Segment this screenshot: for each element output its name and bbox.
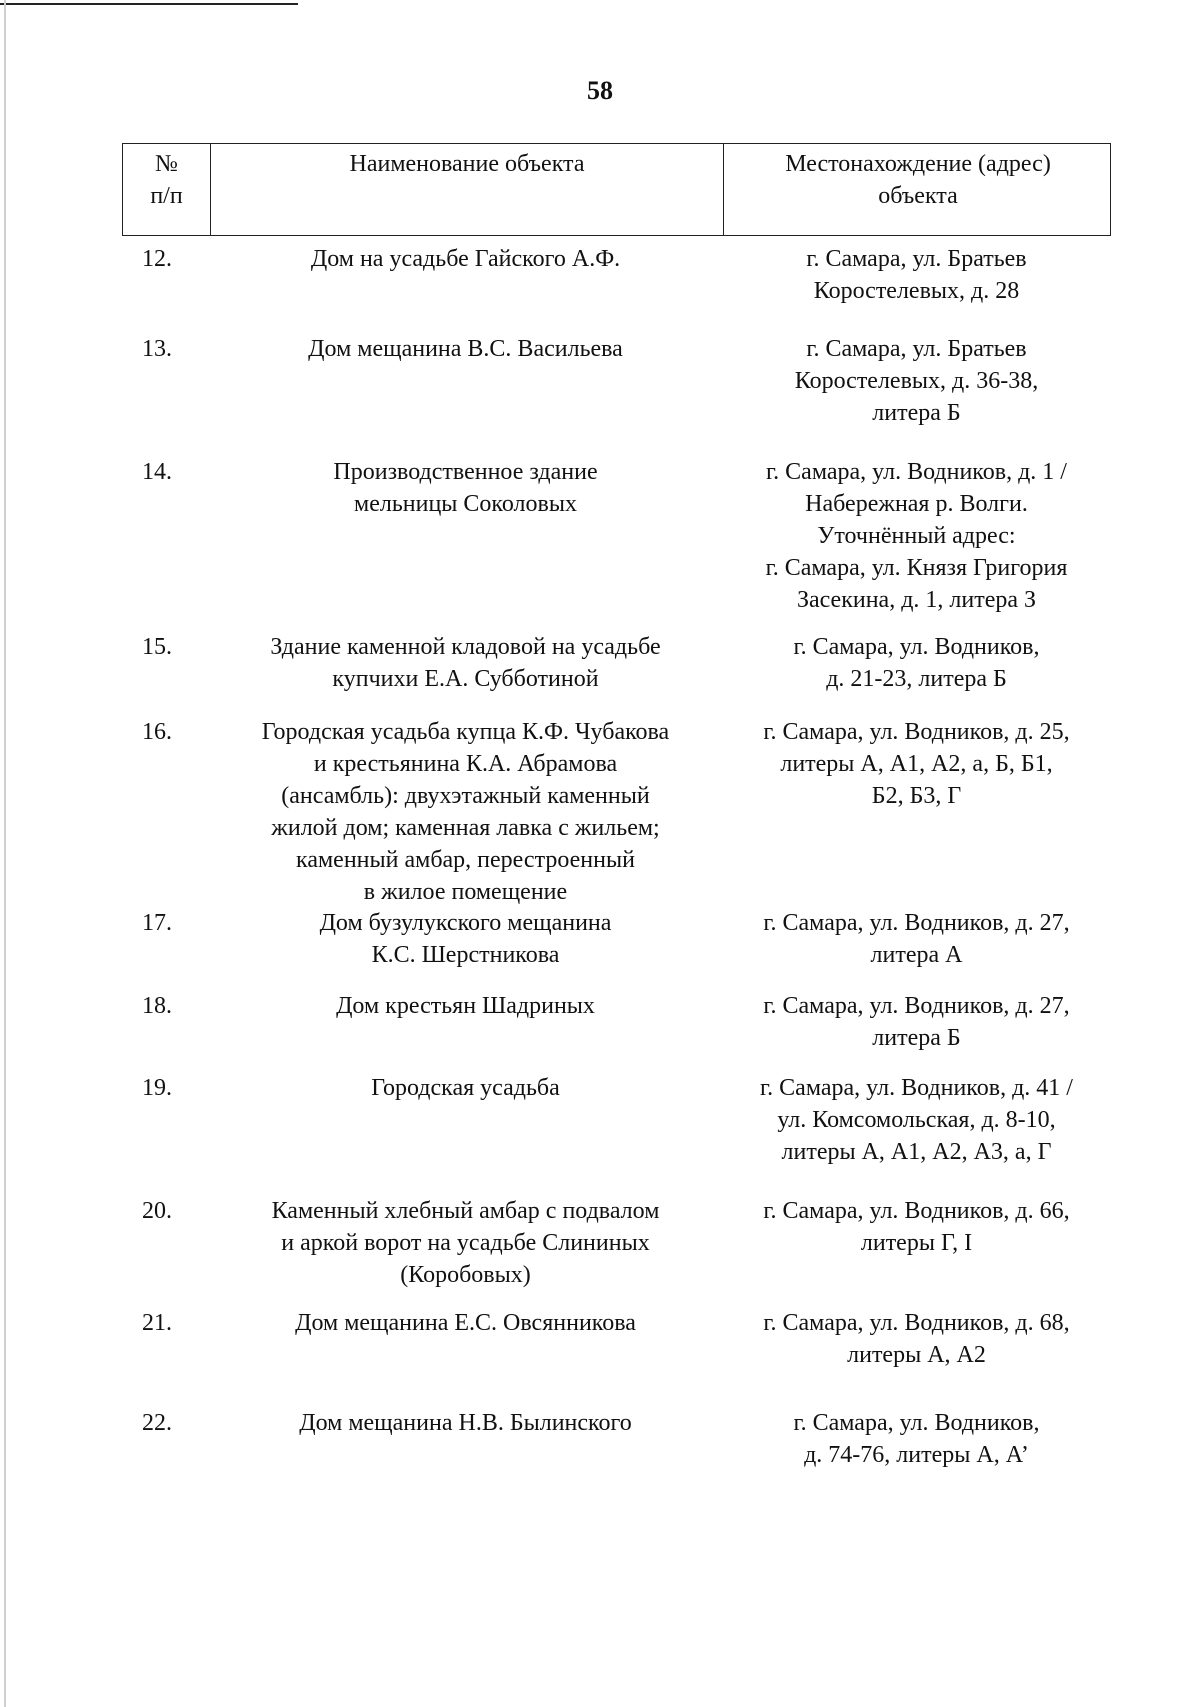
row-number: 20.	[142, 1198, 172, 1224]
table-row	[122, 333, 1111, 429]
scan-margin-line	[4, 0, 6, 1707]
row-number: 15.	[142, 634, 172, 660]
row-number: 13.	[142, 336, 172, 362]
table-row	[122, 1195, 1111, 1291]
object-name: Дом бузулукского мещанина К.С. Шерстникова	[319, 910, 612, 968]
object-name: Каменный хлебный амбар с подвалом и аркой ворот на усадьбе Слининых (Коробовых)	[271, 1198, 660, 1288]
object-name: Дом мещанина В.С. Васильева	[308, 336, 623, 362]
objects-table	[122, 143, 1111, 1468]
object-name: Дом мещанина Е.С. Овсянникова	[295, 1310, 636, 1336]
row-number: 18.	[142, 993, 172, 1019]
object-address: г. Самара, ул. Водников, д. 66, литеры Г, I	[763, 1198, 1070, 1256]
object-address: г. Самара, ул. Водников, д. 1 / Набережная р. Волги. Уточнённый адрес: г. Самара, ул. Князя Григория Засекина, д. 1, литера З	[765, 459, 1068, 613]
table-row	[122, 243, 1111, 307]
page-number: 58	[587, 76, 613, 105]
object-address: г. Самара, ул. Водников, д. 74-76, литеры А, А’	[793, 1410, 1040, 1468]
object-name: Дом крестьян Шадриных	[336, 993, 595, 1019]
row-number: 14.	[142, 459, 172, 485]
object-address: г. Самара, ул. Братьев Коростелевых, д. 36-38, литера Б	[794, 336, 1039, 426]
row-number: 22.	[142, 1410, 172, 1436]
header-object-name: Наименование объекта	[210, 144, 723, 235]
object-address: г. Самара, ул. Водников, д. 41 / ул. Комсомольская, д. 8-10, литеры А, А1, А2, А3, а, Г	[760, 1075, 1073, 1165]
object-name: Дом на усадьбе Гайского А.Ф.	[310, 246, 621, 272]
table-row	[122, 716, 1111, 908]
header-address: Местонахождение (адрес) объекта	[723, 144, 1112, 235]
table-row	[122, 1072, 1111, 1168]
object-name: Дом мещанина Н.В. Былинского	[299, 1410, 632, 1436]
object-address: г. Самара, ул. Братьев Коростелевых, д. 28	[806, 246, 1027, 304]
table-row	[122, 907, 1111, 971]
object-name: Городская усадьба	[371, 1075, 560, 1101]
object-address: г. Самара, ул. Водников, д. 68, литеры А, А2	[763, 1310, 1070, 1368]
row-number: 12.	[142, 246, 172, 272]
object-name: Производственное здание мельницы Соколовых	[333, 459, 598, 517]
table-row	[122, 990, 1111, 1054]
object-name: Городская усадьба купца К.Ф. Чубакова и крестьянина К.А. Абрамова (ансамбль): двухэтажный каменный жилой дом; каменная лавка с жильем; каменный амбар, перестроенный в жилое помещение	[261, 719, 670, 905]
row-number: 17.	[142, 910, 172, 936]
table-row	[122, 1307, 1111, 1371]
scan-edge-line	[0, 3, 298, 5]
object-address: г. Самара, ул. Водников, д. 27, литера А	[763, 910, 1070, 968]
object-address: г. Самара, ул. Водников, д. 21-23, литера Б	[793, 634, 1040, 692]
table-row	[122, 456, 1111, 616]
table-header	[122, 143, 1111, 236]
table-row	[122, 631, 1111, 695]
object-address: г. Самара, ул. Водников, д. 25, литеры А, А1, А2, а, Б, Б1, Б2, Б3, Г	[763, 719, 1070, 809]
row-number: 16.	[142, 719, 172, 745]
object-address: г. Самара, ул. Водников, д. 27, литера Б	[763, 993, 1070, 1051]
row-number: 19.	[142, 1075, 172, 1101]
table-row	[122, 1407, 1111, 1471]
object-name: Здание каменной кладовой на усадьбе купчихи Е.А. Субботиной	[270, 634, 661, 692]
row-number: 21.	[142, 1310, 172, 1336]
header-number: № п/п	[150, 151, 183, 209]
